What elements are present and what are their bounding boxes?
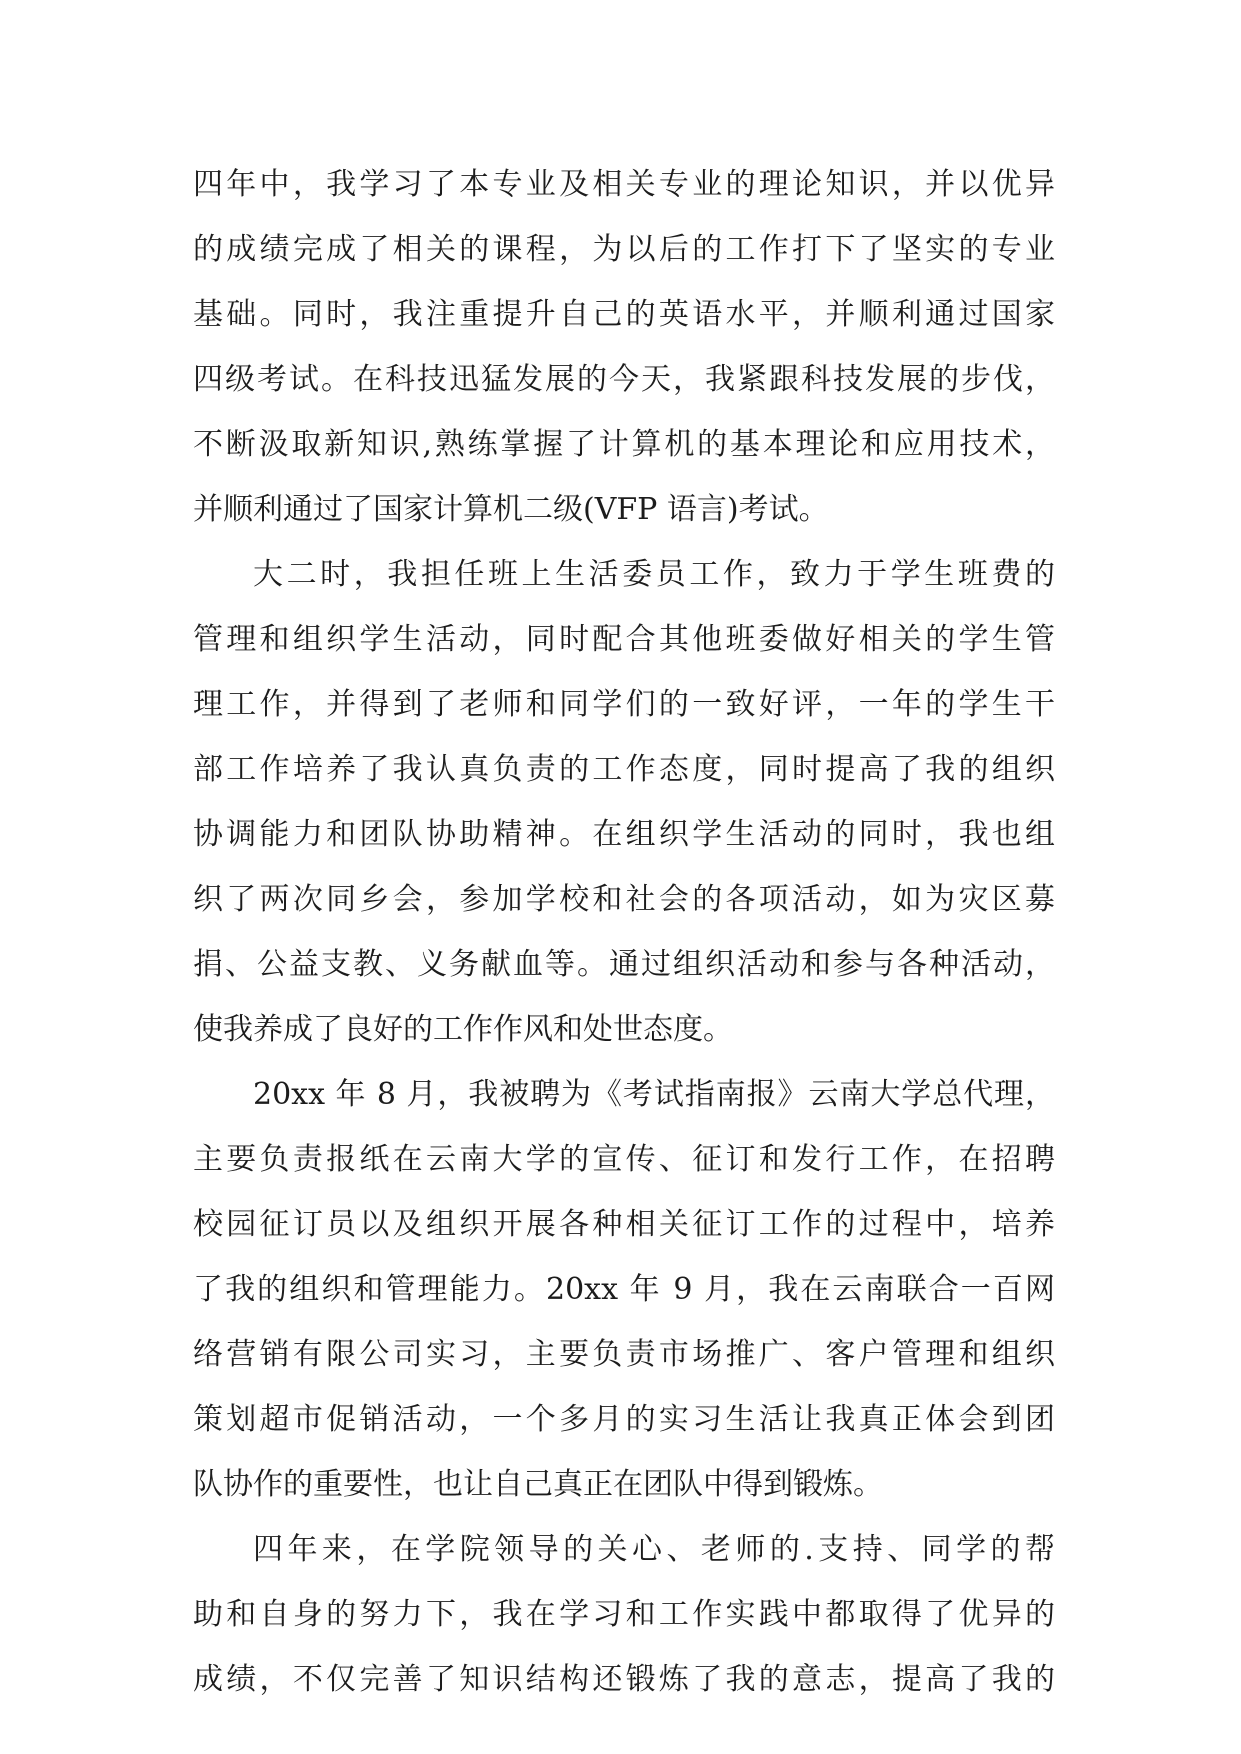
text-line: 不断汲取新知识,熟练掌握了计算机的基本理论和应用技术， — [193, 427, 1055, 462]
text-line: 了我的组织和管理能力。20xx 年 9 月，我在云南联合一百网 — [193, 1272, 1055, 1307]
text-line: 助和自身的努力下，我在学习和工作实践中都取得了优异的 — [193, 1597, 1055, 1632]
text-line: 大二时，我担任班上生活委员工作，致力于学生班费的 — [253, 557, 1055, 592]
text-line: 络营销有限公司实习，主要负责市场推广、客户管理和组织 — [193, 1337, 1055, 1372]
text-line: 成绩，不仅完善了知识结构还锻炼了我的意志，提高了我的 — [193, 1662, 1055, 1697]
text-line: 策划超市促销活动，一个多月的实习生活让我真正体会到团 — [193, 1402, 1055, 1437]
text-line: 协调能力和团队协助精神。在组织学生活动的同时，我也组 — [193, 817, 1055, 852]
text-line: 队协作的重要性，也让自己真正在团队中得到锻炼。 — [193, 1467, 883, 1502]
text-line: 四年中，我学习了本专业及相关专业的理论知识，并以优异 — [193, 167, 1055, 202]
text-line: 的成绩完成了相关的课程，为以后的工作打下了坚实的专业 — [193, 232, 1055, 267]
paragraph-2 — [193, 542, 1055, 1062]
text-line: 织了两次同乡会，参加学校和社会的各项活动，如为灾区募 — [193, 882, 1055, 917]
text-line: 管理和组织学生活动，同时配合其他班委做好相关的学生管 — [193, 622, 1055, 657]
paragraph-1 — [193, 152, 1055, 542]
text-line: 并顺利通过了国家计算机二级(VFP 语言)考试。 — [193, 492, 829, 527]
text-line: 四年来，在学院领导的关心、老师的.支持、同学的帮 — [253, 1532, 1055, 1567]
text-line: 捐、公益支教、义务献血等。通过组织活动和参与各种活动， — [193, 947, 1055, 982]
text-line: 主要负责报纸在云南大学的宣传、征订和发行工作，在招聘 — [193, 1142, 1055, 1177]
text-line: 部工作培养了我认真负责的工作态度，同时提高了我的组织 — [193, 752, 1055, 787]
text-line: 基础。同时，我注重提升自己的英语水平，并顺利通过国家 — [193, 297, 1055, 332]
text-line: 校园征订员以及组织开展各种相关征订工作的过程中，培养 — [193, 1207, 1055, 1242]
text-line: 理工作，并得到了老师和同学们的一致好评，一年的学生干 — [193, 687, 1055, 722]
paragraph-4 — [193, 1517, 1055, 1712]
text-line: 四级考试。在科技迅猛发展的今天，我紧跟科技发展的步伐， — [193, 362, 1055, 397]
text-line: 20xx 年 8 月，我被聘为《考试指南报》云南大学总代理， — [253, 1077, 1055, 1112]
document-body — [193, 152, 1055, 1712]
text-line: 使我养成了良好的工作作风和处世态度。 — [193, 1012, 733, 1047]
paragraph-3 — [193, 1062, 1055, 1517]
